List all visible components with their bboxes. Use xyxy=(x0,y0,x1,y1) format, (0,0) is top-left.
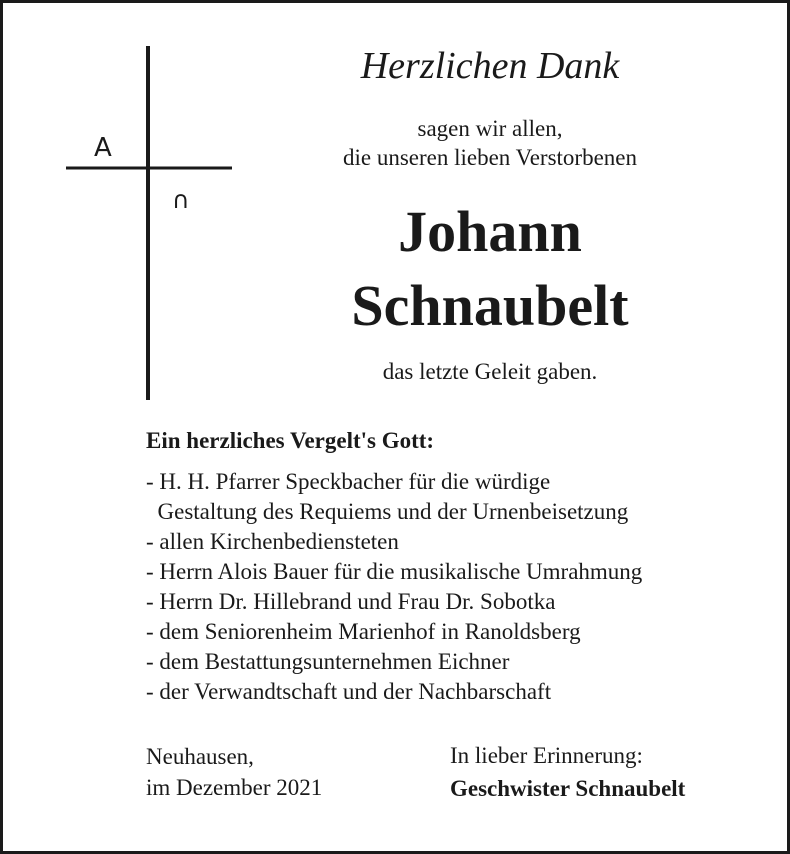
thanks-item: - Herrn Dr. Hillebrand und Frau Dr. Sobotka xyxy=(146,589,556,614)
deceased-first-name: Johann xyxy=(398,199,582,264)
thanks-item: - H. H. Pfarrer Speckbacher für die würdige xyxy=(146,469,551,494)
date-line: im Dezember 2021 xyxy=(146,775,323,800)
thanks-item: - allen Kirchenbediensteten xyxy=(146,529,399,554)
signature-name: Geschwister Schnaubelt xyxy=(450,776,686,801)
thanks-item: - dem Bestattungsunternehmen Eichner xyxy=(146,649,510,674)
omega-symbol: ∩ xyxy=(172,186,190,214)
thanks-heading: Ein herzliches Vergelt's Gott: xyxy=(146,428,435,453)
deceased-name xyxy=(250,195,730,343)
thanks-item: - Herrn Alois Bauer für die musikalische Umrahmung xyxy=(146,559,643,584)
thanks-item: - dem Seniorenheim Marienhof in Ranoldsberg xyxy=(146,619,581,644)
intro-line-1: sagen wir allen, xyxy=(417,116,563,141)
place-date xyxy=(146,741,322,803)
signature-line: In lieber Erinnerung: xyxy=(450,743,643,768)
notice-heading: Herzlichen Dank xyxy=(360,45,620,87)
thanks-item: Gestaltung des Requiems und der Urnenbeisetzung xyxy=(146,499,629,524)
thanks-item: - der Verwandtschaft und der Nachbarschaft xyxy=(146,679,552,704)
intro-line-2: die unseren lieben Verstorbenen xyxy=(342,145,637,170)
cross-icon xyxy=(60,40,240,405)
signature xyxy=(450,739,685,805)
outro-text: das letzte Geleit gaben. xyxy=(382,359,598,384)
intro-text xyxy=(250,114,730,172)
deceased-last-name: Schnaubelt xyxy=(351,273,629,338)
alpha-symbol: A xyxy=(94,133,112,163)
thanks-list xyxy=(146,467,642,707)
place-line: Neuhausen, xyxy=(146,744,254,769)
